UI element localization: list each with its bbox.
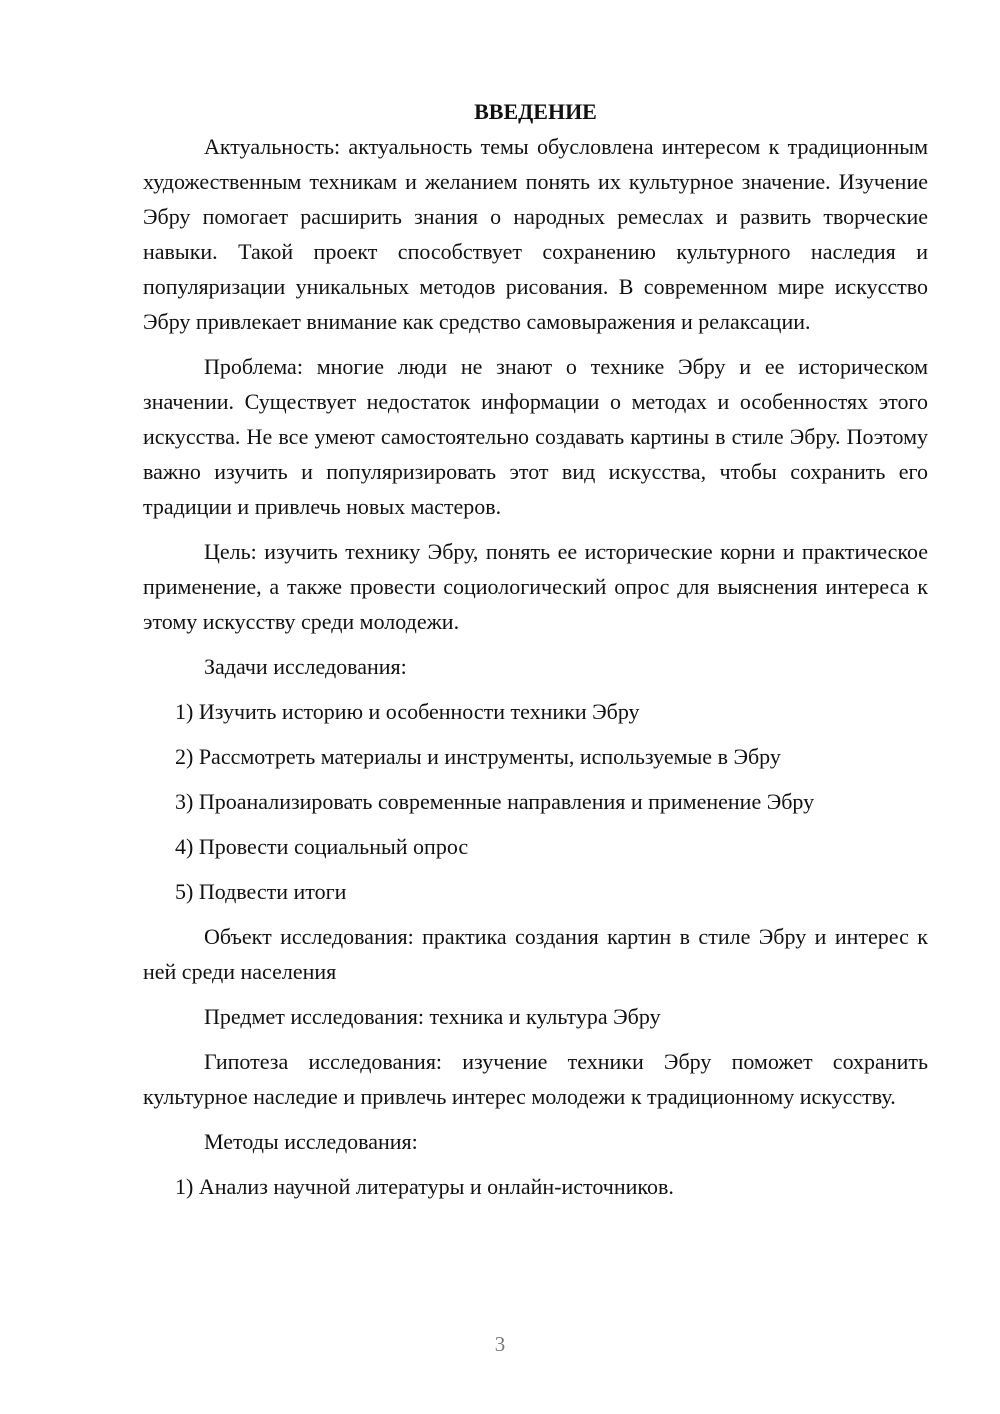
task-item-4: 4) Провести социальный опрос	[175, 834, 469, 859]
methods-heading: Методы исследования:	[204, 1129, 418, 1154]
object-paragraph: Объект исследования: практика создания картин в стиле Эбру и интерес к ней среди населения	[143, 924, 928, 984]
task-item-5: 5) Подвести итоги	[175, 879, 347, 904]
problem-paragraph: Проблема: многие люди не знают о технике Эбру и ее историческом значении. Существует недостаток информации о методах и особенностях этого искусства. Не все умеют самостоятельно создавать картины в стиле Эбру. Поэтому важно изучить и популяризировать этот вид искусства, чтобы сохранить его традиции и привлечь новых мастеров.	[143, 354, 928, 519]
relevance-paragraph: Актуальность: актуальность темы обусловлена интересом к традиционным художественным техникам и желанием понять их культурное значение. Изучение Эбру помогает расширить знания о народных ремеслах и развить творческие навыки. Такой проект способствует сохранению культурного наследия и популяризации уникальных методов рисования. В современном мире искусство Эбру привлекает внимание как средство самовыражения и релаксации.	[143, 134, 928, 334]
page-number: 3	[494, 1332, 506, 1356]
document-page	[143, 94, 928, 1214]
hypothesis-paragraph: Гипотеза исследования: изучение техники Эбру поможет сохранить культурное наследие и привлечь интерес молодежи к традиционному искусству.	[143, 1049, 928, 1109]
goal-paragraph: Цель: изучить технику Эбру, понять ее исторические корни и практическое применение, а также провести социологический опрос для выяснения интереса к этому искусству среди молодежи.	[143, 539, 928, 634]
task-item-3: 3) Проанализировать современные направления и применение Эбру	[175, 789, 815, 814]
task-item-1: 1) Изучить историю и особенности техники Эбру	[175, 699, 640, 724]
method-item-1: 1) Анализ научной литературы и онлайн-источников.	[175, 1174, 674, 1199]
section-heading: ВВЕДЕНИЕ	[474, 99, 597, 124]
tasks-heading: Задачи исследования:	[204, 654, 407, 679]
subject-paragraph: Предмет исследования: техника и культура Эбру	[204, 1004, 661, 1029]
task-item-2: 2) Рассмотреть материалы и инструменты, используемые в Эбру	[175, 744, 781, 769]
